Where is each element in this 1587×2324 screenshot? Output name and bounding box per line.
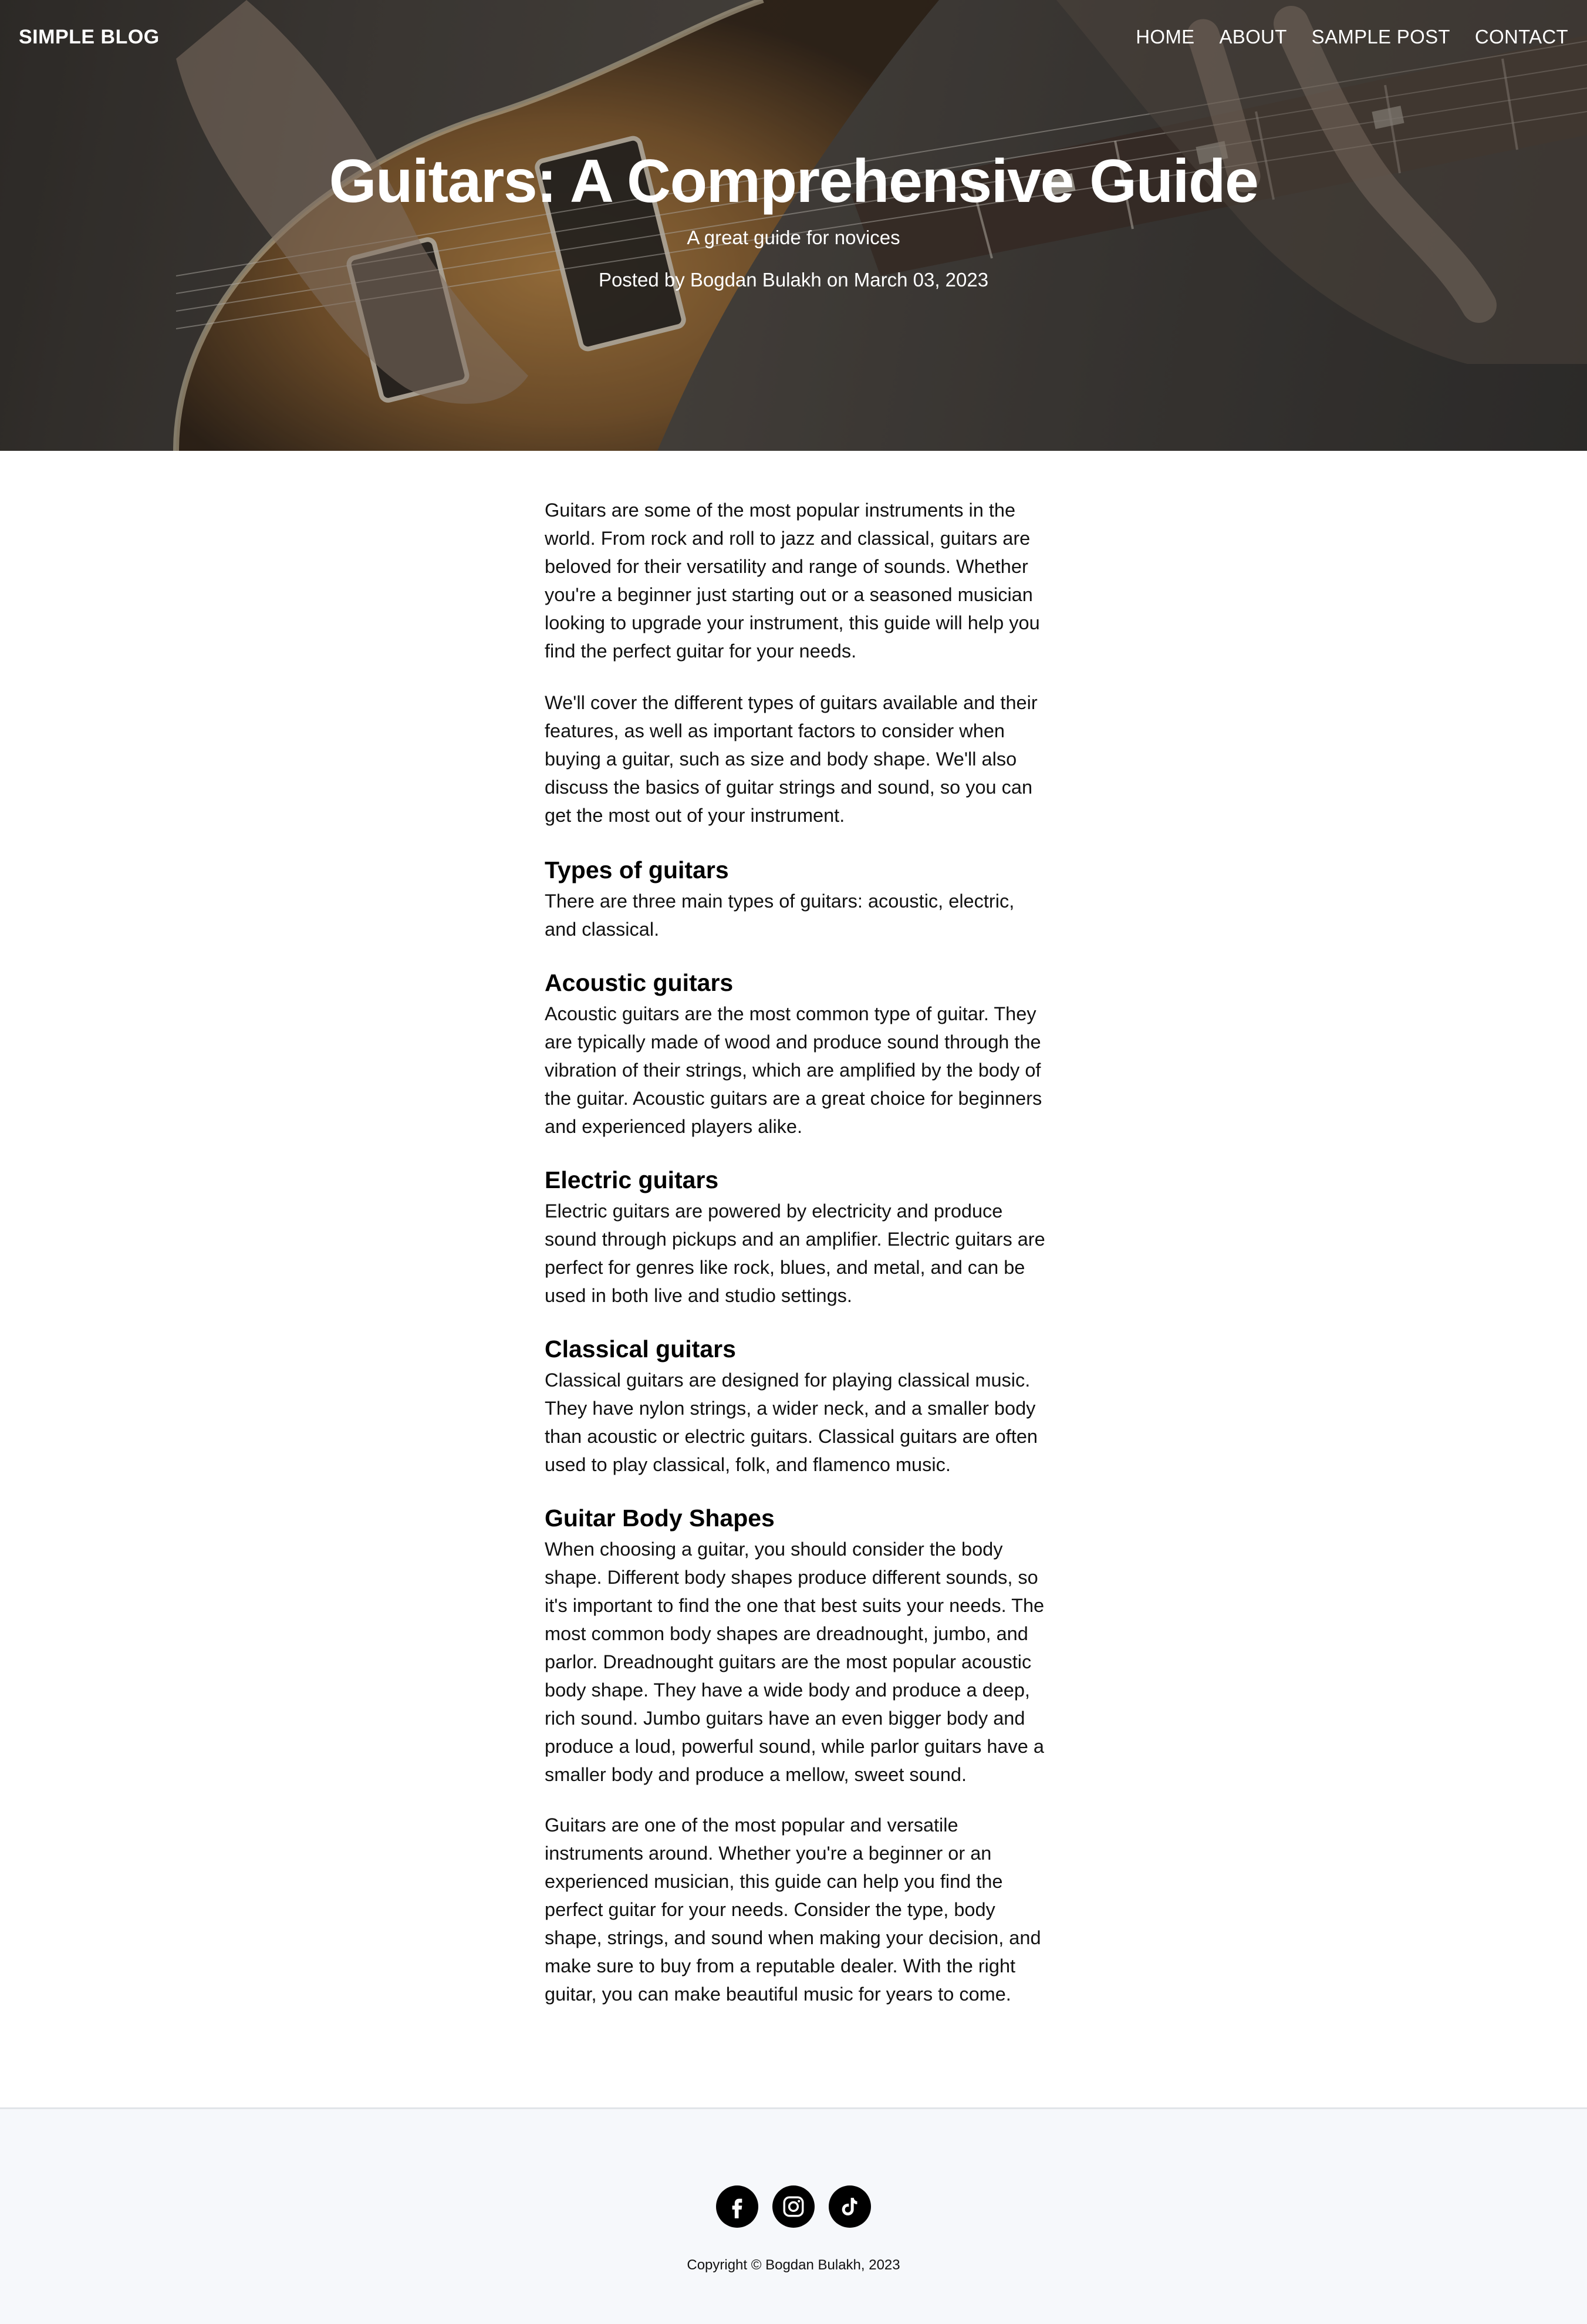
nav-about-link[interactable]: ABOUT bbox=[1219, 26, 1287, 48]
section-text-electric: Electric guitars are powered by electricity and produce sound through pickups and an amplifier. Electric guitars are perfect for genres like rock, blues, and metal, and can be used in both live and studio settings. bbox=[545, 1200, 1045, 1306]
post-title: Guitars: A Comprehensive Guide bbox=[329, 147, 1258, 215]
social-links bbox=[0, 2185, 1587, 2228]
site-footer bbox=[0, 2107, 1587, 2324]
intro-paragraph: Guitars are some of the most popular instruments in the world. From rock and roll to jazz and classical, guitars are beloved for their versatility and range of sounds. Whether you're a beginner just starting out or a seasoned musician looking to upgrade your instrument, this guide will help you find the perfect guitar for your needs. bbox=[545, 500, 1040, 662]
section-text-types: There are three main types of guitars: acoustic, electric, and classical. bbox=[545, 891, 1015, 940]
article-body bbox=[545, 496, 1049, 2032]
nav-sample-post-link[interactable]: SAMPLE POST bbox=[1311, 26, 1450, 48]
facebook-icon bbox=[725, 2195, 749, 2218]
main-nav bbox=[1136, 26, 1568, 48]
instagram-icon bbox=[781, 2194, 806, 2219]
section-heading-types: Types of guitars bbox=[545, 856, 729, 883]
tiktok-icon bbox=[838, 2195, 862, 2218]
intro-paragraph: We'll cover the different types of guitars available and their features, as well as important factors to consider when buying a guitar, such as size and body shape. We'll also discuss the basics of guitar strings and sound, so you can get the most out of your instrument. bbox=[545, 692, 1038, 826]
conclusion-paragraph: Guitars are one of the most popular and versatile instruments around. Whether you're a beginner or an experienced musician, this guide can help you find the perfect guitar for your needs. Consider the type, body shape, strings, and sound when making your decision, and make sure to buy from a reputable dealer. With the right guitar, you can make beautiful music for years to come. bbox=[545, 1814, 1041, 2005]
hero-banner bbox=[0, 0, 1587, 451]
section-heading-acoustic: Acoustic guitars bbox=[545, 969, 734, 996]
section-text-classical: Classical guitars are designed for playing classical music. They have nylon strings, a wider neck, and a smaller body than acoustic or electric guitars. Classical guitars are often used to play classical, folk, and flamenco music. bbox=[545, 1370, 1038, 1475]
instagram-link[interactable] bbox=[772, 2185, 815, 2228]
post-meta: Posted by Bogdan Bulakh on March 03, 2023 bbox=[598, 269, 989, 291]
nav-contact-link[interactable]: CONTACT bbox=[1474, 26, 1568, 48]
section-text-acoustic: Acoustic guitars are the most common type of guitar. They are typically made of wood and produce sound through the vibration of their strings, which are amplified by the body of the guitar. Acoustic guitars are a great choice for beginners and experienced players alike. bbox=[545, 1003, 1042, 1137]
post-subtitle: A great guide for novices bbox=[687, 227, 900, 248]
facebook-link[interactable] bbox=[716, 2185, 758, 2228]
hero-dark-overlay bbox=[0, 0, 1587, 451]
nav-home-link[interactable]: HOME bbox=[1136, 26, 1195, 48]
section-text-body-shapes: When choosing a guitar, you should consider the body shape. Different body shapes produce different sounds, so it's important to find the one that best suits your needs. The most common body shapes are dreadnought, jumbo, and parlor. Dreadnought guitars are the most popular acoustic body shape. They have a wide body and produce a deep, rich sound. Jumbo guitars have an even bigger body and produce a loud, powerful sound, while parlor guitars have a smaller body and produce a mellow, sweet sound. bbox=[545, 1539, 1045, 1785]
tiktok-link[interactable] bbox=[829, 2185, 871, 2228]
section-heading-body-shapes: Guitar Body Shapes bbox=[545, 1505, 775, 1532]
section-heading-electric: Electric guitars bbox=[545, 1166, 719, 1193]
site-brand-link[interactable]: SIMPLE BLOG bbox=[19, 26, 160, 48]
section-heading-classical: Classical guitars bbox=[545, 1335, 736, 1362]
copyright-text: Copyright © Bogdan Bulakh, 2023 bbox=[687, 2257, 900, 2273]
